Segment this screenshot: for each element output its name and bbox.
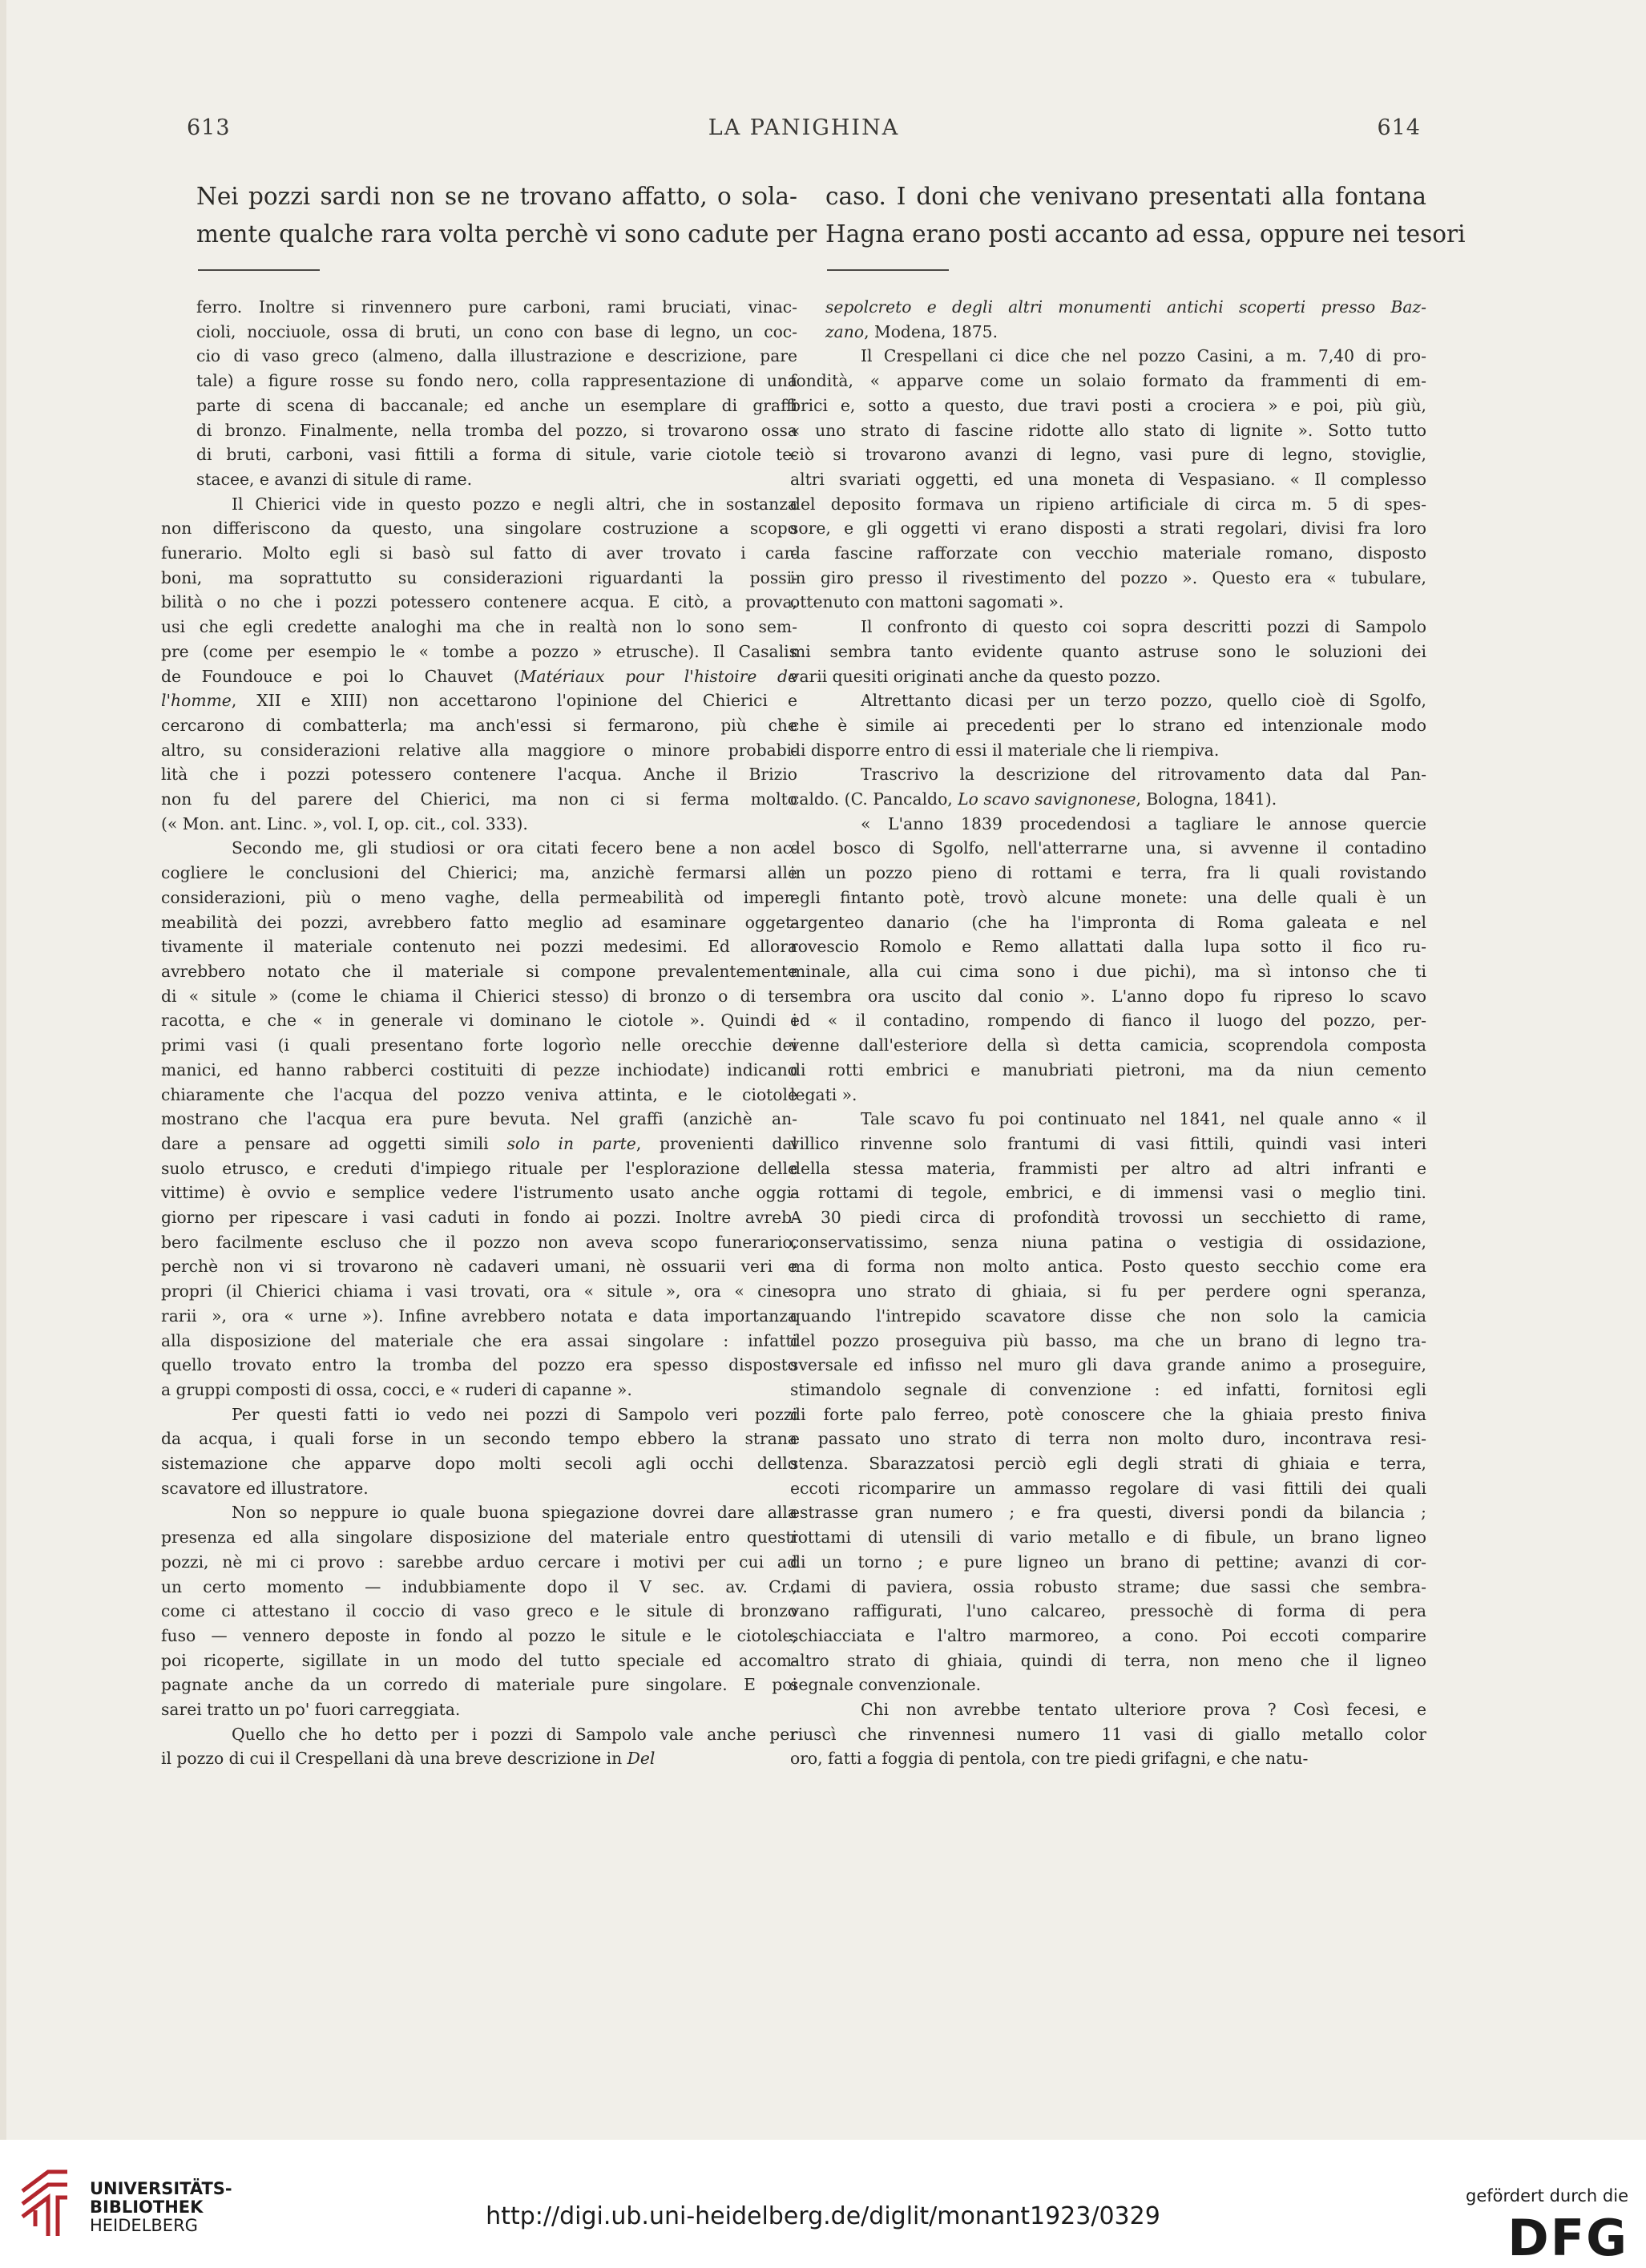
text-line: sopra uno strato di ghiaia, si fu per perdere ogni speranza, [790,1281,1426,1301]
text-line: altro strato di ghiaia, quindi di terra, non meno che il ligneo [790,1650,1426,1670]
text-line: dami di paviera, ossia robusto strame; due sassi che sembra- [790,1576,1426,1596]
text-line: pozzi, nè mi ci provo : sarebbe arduo cercare i motivi per cui ad [161,1552,797,1572]
text-line: Trascrivo la descrizione del ritrovamento data dal Pan- [861,765,1426,785]
text-line: stenza. Sbarazzatosi perciò egli degli strati di ghiaia e terra, [790,1454,1426,1474]
text-line: ottenuto con mattoni sagomati ». [790,592,1064,612]
text-line: a rottami di tegole, embrici, e di immensi vasi o meglio tini. [790,1183,1426,1203]
text-line: fuso — vennero deposte in fondo al pozzo le situle e le ciotole, [161,1625,797,1645]
text-line: zano, Modena, 1875. [825,321,998,341]
paragraph [790,615,1426,688]
text-line: cogliere le conclusioni del Chierici; ma, anzichè fermarsi alle [161,863,797,883]
text-line: vittime) è ovvio e semplice vedere l'istrumento usato anche oggi- [161,1183,797,1203]
text-line: rarii », ora « urne »). Infine avrebbero notata e data importanza [161,1306,797,1326]
text-line: suolo etrusco, e creduti d'impiego rituale per l'esplorazione delle [161,1158,797,1178]
text-line: sversale ed infisso nel muro gli dava grande animo a proseguire, [790,1355,1426,1375]
right-body-text [790,295,1426,1771]
text-line: Tale scavo fu poi continuato nel 1841, nel quale anno « il [861,1109,1426,1129]
text-line: tivamente il materiale contenuto nei pozzi medesimi. Ed allora [161,937,797,957]
text-line: ciò si trovarono avanzi di legno, vasi pure di legno, stoviglie, [790,445,1426,465]
text-line: di un torno ; e pure ligneo un brano di pettine; avanzi di cor- [790,1552,1426,1572]
text-line: poi ricoperte, sigillate in un modo del tutto speciale ed accom- [161,1650,797,1670]
text-line: boni, ma soprattutto su considerazioni riguardanti la possi- [161,567,797,587]
text-line: rovescio Romolo e Remo allattati dalla lupa sotto il fico ru- [790,937,1426,957]
text-line: bero facilmente escluso che il pozzo non aveva scopo funerario, [161,1232,797,1252]
text-line: Il Crespellani ci dice che nel pozzo Casini, a m. 7,40 di pro- [861,346,1426,366]
right-lead-text [825,178,1466,253]
text-line: da fascine rafforzate con vecchio materiale romano, disposto [790,543,1426,563]
text-line: Altrettanto dicasi per un terzo pozzo, quello cioè di Sgolfo, [861,691,1426,711]
text-line: scavatore ed illustratore. [161,1478,369,1498]
text-line: legati ». [790,1084,857,1104]
running-title: LA PANIGHINA [708,115,900,140]
right-column-rule [827,269,949,271]
text-line: lità che i pozzi potessero contenere l'acqua. Anche il Brizio [161,765,797,785]
text-line: ferro. Inoltre si rinvennero pure carboni, rami bruciati, vinac- [196,297,797,317]
text-line: Il Chierici vide in questo pozzo e negli altri, che in sostanza [232,494,797,514]
paragraph [790,1107,1426,1697]
left-lead-text [196,178,817,253]
text-line: di « situle » (come le chiama il Chierici stesso) di bronzo o di ter- [161,986,797,1006]
text-line: ed « il contadino, rompendo di fianco il luogo del pozzo, per- [790,1011,1426,1031]
dfg-logo: DFG [1507,2209,1628,2267]
text-line: di rotti embrici e manubriati pietroni, ma da niun cemento [790,1059,1426,1080]
text-line: argenteo danario (che ha l'impronta di Roma galeata e nel [790,912,1426,932]
paragraph [161,836,797,1402]
library-name-line3: HEIDELBERG [90,2216,198,2235]
right-column [790,178,1466,1771]
text-line: Non so neppure io quale buona spiegazione dovrei dare alla [232,1503,797,1523]
text-line: del deposito formava un ripieno artificiale di circa m. 5 di spes- [790,494,1426,514]
text-line: brici e, sotto a questo, due travi posti a crociera » e poi, più giù, [790,395,1426,415]
text-line: sore, e gli oggetti vi erano disposti a strati regolari, divisi fra loro [790,519,1426,539]
text-line: di forte palo ferreo, potè conoscere che la ghiaia presto finiva [790,1404,1426,1424]
paragraph [196,295,797,492]
text-line: il pozzo di cui il Crespellani dà una breve descrizione in Del [161,1749,656,1769]
text-line: usi che egli credette analoghi ma che in realtà non lo sono sem- [161,617,797,637]
text-line: del bosco di Sgolfo, nell'atterrarne una, si avvenne il contadino [790,838,1426,858]
text-line: Per questi fatti io vedo nei pozzi di Sampolo veri pozzi [232,1404,797,1424]
text-line: vano raffigurati, l'uno calcareo, pressochè di forma di pera [790,1601,1426,1621]
text-line: fondità, « apparve come un solaio formato da frammenti di em- [790,371,1426,391]
text-line: racotta, e che « in generale vi dominano le ciotole ». Quindi i [161,1011,797,1031]
text-line: non fu del parere del Chierici, ma non ci si ferma molto [161,789,797,809]
text-line: « uno strato di fascine ridotte allo stato di lignite ». Sotto tutto [790,420,1426,440]
text-line: mi sembra tanto evidente quanto astruse sono le soluzioni dei [790,641,1426,661]
text-line: estrasse gran numero ; e fra questi, diversi pondi da bilancia ; [790,1503,1426,1523]
text-line: Secondo me, gli studiosi or ora citati fecero bene a non ac- [232,838,797,858]
text-line: propri (il Chierici chiama i vasi trovati, ora « situle », ora « cine- [161,1281,797,1301]
text-line: Il confronto di questo coi sopra descritti pozzi di Sampolo [861,617,1426,637]
digitization-footer [0,2140,1646,2268]
text-line: sarei tratto un po' fuori carreggiata. [161,1700,461,1720]
text-line: eccoti ricomparire un ammasso regolare di vasi fittili dei quali [790,1478,1426,1498]
text-line: conservatissimo, senza niuna patina o vestigia di ossidazione, [790,1232,1426,1252]
text-line: varii quesiti originati anche da questo pozzo. [790,666,1161,686]
page-number-left: 613 [187,115,231,140]
text-line: dare a pensare ad oggetti simili solo in parte, provenienti dal [161,1133,797,1153]
text-line: quando l'intrepido scavatore disse che non solo la camicia [790,1306,1426,1326]
text-line: di disporre entro di essi il materiale che li riempiva. [790,740,1220,760]
text-line: « L'anno 1839 procedendosi a tagliare le annose quercie [861,813,1426,833]
text-line: A 30 piedi circa di profondità trovossi un secchietto di rame, [790,1208,1426,1228]
library-name-line2: BIBLIOTHEK [90,2197,204,2217]
text-line: pagnate anche da un corredo di materiale pure singolare. E poi [161,1675,797,1695]
paragraph [161,1722,797,1771]
left-column [161,178,817,1771]
lead-line: Nei pozzi sardi non se ne trovano affatto, o sola- [196,183,797,210]
text-line: stimandolo segnale di convenzione : ed infatti, fornitosi egli [790,1379,1426,1399]
text-line: de Foundouce e poi lo Chauvet (Matériaux pour l'histoire de [161,666,797,686]
page-number-right: 614 [1377,115,1421,140]
text-line: venne dall'esteriore della sì detta camicia, scoprendola composta [790,1035,1426,1055]
paragraph [161,492,797,837]
lead-line: caso. I doni che venivano presentati alla fontana [825,183,1426,210]
text-line: di bronzo. Finalmente, nella tromba del pozzo, si trovarono ossa [196,420,797,440]
text-line: bilità o no che i pozzi potessero contenere acqua. E citò, a prova, [161,592,797,612]
paragraph [161,1402,797,1501]
text-line: caldo. (C. Pancaldo, Lo scavo savignonese, Bologna, 1841). [790,789,1277,809]
text-line: e passato uno strato di terra non molto duro, incontrava resi- [790,1429,1426,1449]
paragraph [790,812,1426,1107]
text-line: a gruppi composti di ossa, cocci, e « ruderi di capanne ». [161,1379,632,1399]
text-line: in un pozzo pieno di rottami e terra, fra li quali rovistando [790,863,1426,883]
text-line: parte di scena di baccanale; ed anche un esemplare di graffi [196,395,797,415]
text-line: Quello che ho detto per i pozzi di Sampolo vale anche per [232,1724,797,1744]
text-line: oro, fatti a foggia di pentola, con tre piedi grifagni, e che natu- [790,1749,1309,1769]
text-line: di bruti, carboni, vasi fittili a forma di situle, varie ciotole te- [196,445,797,465]
text-line: ma di forma non molto antica. Posto questo secchio come era [790,1257,1426,1277]
paragraph [825,295,1426,344]
text-line: da acqua, i quali forse in un secondo tempo ebbero la strana [161,1429,797,1449]
text-line: villico rinvenne solo frantumi di vasi fittili, quindi vasi interi [790,1133,1426,1153]
text-line: meabilità dei pozzi, avrebbero fatto meglio ad esaminare ogget- [161,912,797,932]
source-url-link[interactable]: http://digi.ub.uni-heidelberg.de/diglit/monant1923/0329 [486,2202,1160,2230]
text-line: come ci attestano il coccio di vaso greco e le situle di bronzo [161,1601,797,1621]
text-line: perchè non vi si trovarono nè cadaveri umani, nè ossuarii veri e [161,1257,797,1277]
left-column-rule [198,269,320,271]
text-line: manici, ed hanno rabberci costituiti di pezze inchiodate) indicano [161,1059,797,1080]
text-line: cio di vaso greco (almeno, dalla illustrazione e descrizione, pare [196,346,797,366]
text-line: egli fintanto potè, trovò alcune monete: una delle quali è un [790,887,1426,907]
text-line: pre (come per esempio le « tombe a pozzo » etrusche). Il Casalis [161,641,797,661]
text-line: altro, su considerazioni relative alla maggiore o minore probabi- [161,740,797,760]
text-line: avrebbero notato che il materiale si compone prevalentemente [161,961,797,981]
text-line: che è simile ai precedenti per lo strano ed intenzionale modo [790,715,1426,735]
text-line: schiacciata e l'altro marmoreo, a cono. Poi eccoti comparire [790,1625,1426,1645]
text-line: altri svariati oggetti, ed una moneta di Vespasiano. « Il complesso [790,469,1426,489]
left-body-text [161,295,797,1771]
paragraph [790,762,1426,811]
lead-line: mente qualche rara volta perchè vi sono cadute per [196,220,817,248]
text-line: non differiscono da questo, una singolare costruzione a scopo [161,519,797,539]
text-line: in giro presso il rivestimento del pozzo ». Questo era « tubulare, [790,567,1426,587]
scanned-page [6,0,1646,2140]
text-line: (« Mon. ant. Linc. », vol. I, op. cit., col. 333). [161,813,528,833]
text-line: sepolcreto e degli altri monumenti antichi scoperti presso Baz- [825,297,1426,317]
text-line: Chi non avrebbe tentato ulteriore prova ? Così fecesi, e [861,1700,1426,1720]
text-line: stacee, e avanzi di situle di rame. [196,469,473,489]
text-line: funerario. Molto egli si basò sul fatto di aver trovato i car- [161,543,797,563]
funding-note: gefördert durch die [1466,2186,1628,2205]
text-line: giorno per ripescare i vasi caduti in fondo ai pozzi. Inoltre avreb- [161,1208,797,1228]
text-line: tale) a figure rosse su fondo nero, colla rappresentazione di una [196,371,797,391]
text-line: riuscì che rinvennesi numero 11 vasi di giallo metallo color [790,1724,1426,1744]
paragraph [790,344,1426,615]
text-line: cercarono di combatterla; ma anch'essi si fermarono, più che [161,715,797,735]
text-line: cioli, nocciuole, ossa di bruti, un cono con base di legno, un coc- [196,321,797,341]
lead-line: Hagna erano posti accanto ad essa, oppure nei tesori [825,220,1466,248]
text-line: rottami di utensili di vario metallo e di fibule, un brano ligneo [790,1527,1426,1548]
text-line: sembra ora uscito dal conio ». L'anno dopo fu ripreso lo scavo [790,986,1426,1006]
paragraph [790,1697,1426,1771]
text-line: primi vasi (i quali presentano forte logorìo nelle orecchie dei [161,1035,797,1055]
text-line: mostrano che l'acqua era pure bevuta. Nel graffi (anzichè an- [161,1109,797,1129]
text-line: sistemazione che apparve dopo molti secoli agli occhi dello [161,1454,797,1474]
library-name-line1: UNIVERSITÄTS- [90,2179,232,2198]
text-line: considerazioni, più o meno vaghe, della permeabilità od imper- [161,887,797,907]
text-line: segnale convenzionale. [790,1675,982,1695]
text-line: l'homme, XII e XIII) non accettarono l'opinione del Chierici e [161,691,797,711]
text-line: della stessa materia, frammisti per altro ad altri infranti e [790,1158,1426,1178]
text-line: minale, alla cui cima sono i due pichi), ma sì intonso che ti [790,961,1426,981]
paragraph [790,688,1426,762]
text-line: quello trovato entro la tromba del pozzo era spesso disposto [161,1355,797,1375]
text-line: del pozzo proseguiva più basso, ma che un brano di legno tra- [790,1330,1426,1350]
paragraph [161,1500,797,1721]
text-line: un certo momento — indubbiamente dopo il V sec. av. Cr., [161,1576,797,1596]
text-line: chiaramente che l'acqua del pozzo veniva attinta, e le ciotole [161,1084,797,1104]
text-line: alla disposizione del materiale che era assai singolare : infatti [161,1330,797,1350]
text-line: presenza ed alla singolare disposizione del materiale entro questi [161,1527,797,1548]
